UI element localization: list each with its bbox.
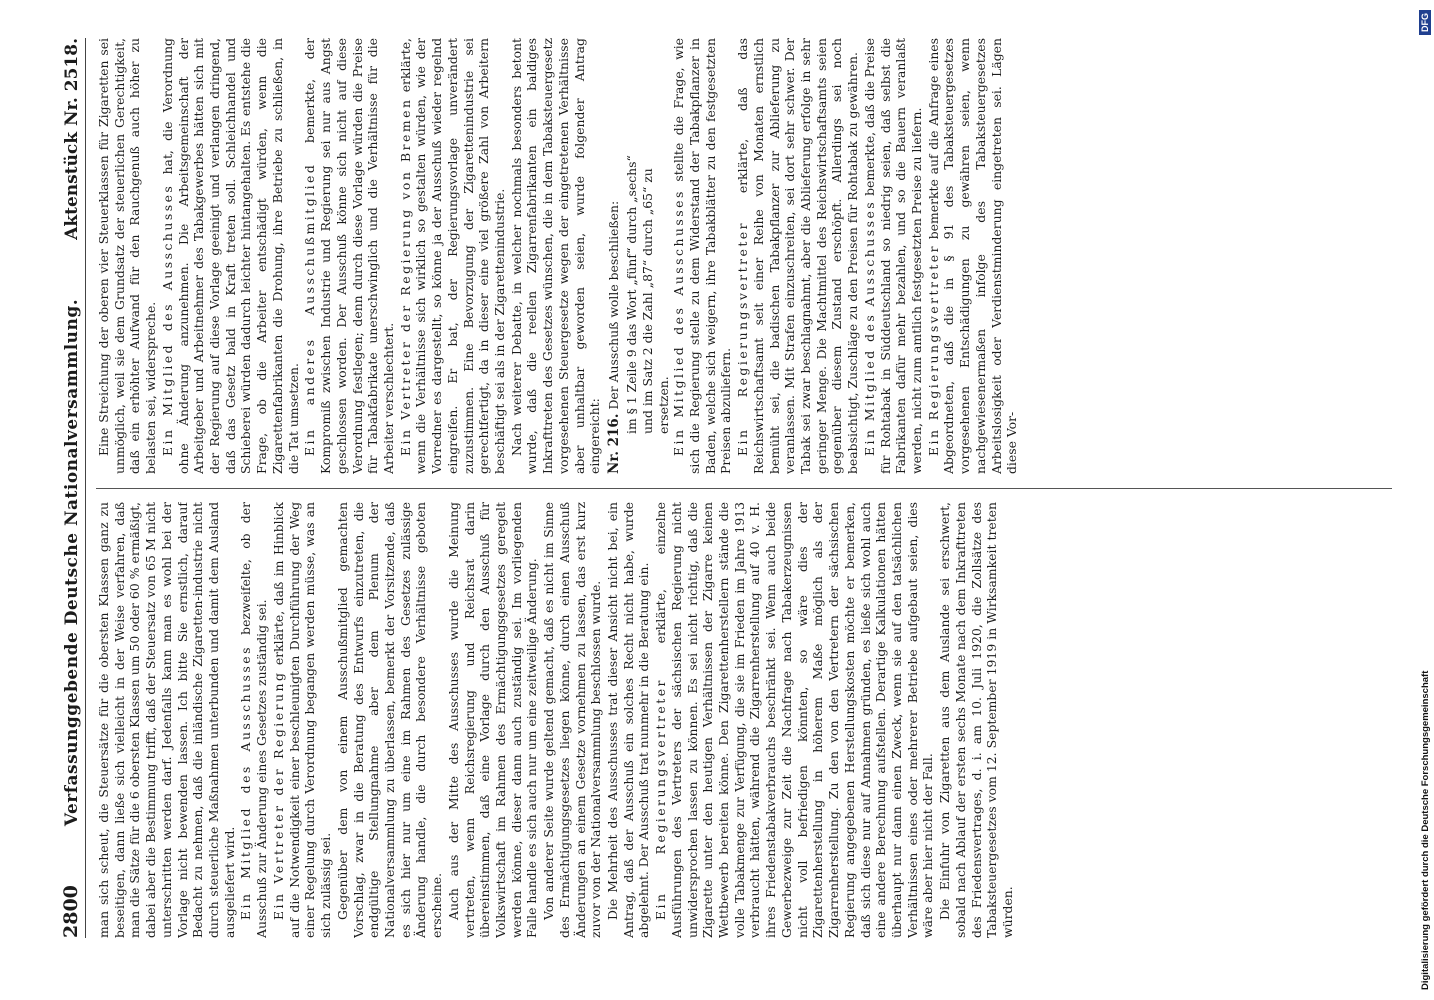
paragraph: Eine Streichung der oberen vier Steuerklassen für Zigaretten sei unmöglich, weil sie dem Grundsatz der steuerlichen Gerechtigkeit, daß ein erhöhter Aufwand für den Rauchgenuß auch höher zu belasten sei, widerspreche.: [96, 38, 159, 474]
speaker-label: Ein Vertreter der Regierung von Bremen: [397, 97, 413, 456]
page-number: 2800: [60, 885, 82, 938]
paragraph: Die Einfuhr von Zigaretten aus dem Auslande sei erschwert, sobald nach Ablauf der ersten sechs Monate nach dem Inkrafttreten des Friedensvertrages, d. i. am 10. Juli 1920, die Zollsätze des Tabaksteuergesetzes vom 12. September 1919 in Wirksamkeit treten würden.: [937, 502, 1015, 938]
paragraph: [160, 38, 301, 474]
paragraph-text: bemerkte, der Kompromiß zwischen Industrie und Regierung sei nur aus Angst geschlossen worden. Der Ausschuß könne sich nicht auf diese Verordnung festlegen; denn durch diese Vorlage würden die Preise für Tabakfabrikate unerschwinglich und die Verhältnisse für die Arbeiter verschlechtert.: [302, 38, 396, 474]
motion-line: im § 1 Zeile 9 das Wort „fünf“ durch „sechs“: [624, 155, 640, 434]
rotated-document-page: [52, 38, 1392, 938]
digitization-credit: [1418, 10, 1432, 990]
motion-line: ersetzen.: [655, 376, 671, 434]
paragraph-text: stellte die Frage, wie sich die Regierung stelle zu dem Widerstand der Tabakpflanzer in Baden, welche sich weigern, ihre Tabakblätter zu den festgesetzten Preisen abzuliefern.: [671, 38, 734, 474]
paragraph: Auch aus der Mitte des Ausschusses wurde die Meinung vertreten, wenn Reichsregierung und Reichsrat darin übereinstimmen, daß eine Vorlage durch den Ausschuß für Volkswirtschaft im Rahmen des Ermächtigungsgesetzes geregelt werden könne, dieser dann auch zuständig sei. Im vorliegenden Falle handle es sich auch nur um eine zeitweilige Änderung.: [445, 502, 540, 938]
page-header: [52, 38, 86, 938]
speaker-label: Ein Regierungsvertreter: [925, 243, 941, 456]
right-text-column: [96, 38, 1392, 474]
paragraph-text: erklärte, daß im Hinblick auf die Notwendigkeit einer beschleunigten Durchführung der Weg einer Regelung durch Verordnung begangen werden müsse, was an sich zulässig sei.: [270, 502, 334, 938]
paragraph-text: erklärte, einzelne Ausführungen des Vertreters der sächsischen Regierung nicht unwidersprochen lassen zu können. Es sei nicht richtig, daß die Zigarette unter den heutigen Verhältnissen der Zigarre keinen Wettbewerb bereiten könne. Den Zigarettenherstellern stände die volle Tabakmenge zur Verfügung, die sie im Frieden im Jahre 1913 verbraucht hätten, während die Zigarrenherstellung auf 40 v. H. ihres Friedenstabakverbrauchs beschränkt sei. Wenn auch beide Gewerbezweige zur Zeit die Nachfrage nach Tabakerzeugnissen nicht voll befriedigen könnten, so wäre dies der Zigarettenherstellung in höherem Maße möglich als der Zigarrenherstellung. Zu den von den Vertretern der sächsischen Regierung angegebenen Herstellungskosten möchte er bemerken, daß sich diese nur auf Annahmen gründen, es ließe sich wohl auch eine andere Berechnung aufstellen. Derartige Kalkulationen hätten überhaupt nur dann einen Zweck, wenn sie auf den tatsächlichen Verhältnissen eines oder mehrerer Betriebe aufgebaut seien, dies wäre aber hier nicht der Fall.: [653, 502, 936, 938]
paragraph-text: bezweifelte, ob der Ausschuß zur Änderung eines Gesetzes zuständig sei.: [238, 502, 270, 938]
paragraph-text: hat, die Verordnung ohne Änderung anzunehmen. Die Arbeitsgemeinschaft der Arbeitgeber und Arbeitnehmer des Tabakgewerbes hätten sich mit der Regierung auf diese Vorlage geeinigt und verlangen dringend, daß das Gesetz bald in Kraft treten soll. Schleichhandel und Schieberei würden dadurch leichter hintangehalten. Es entstehe die Frage, ob die Arbeiter entschädigt würden, wenn die Zigarettenfabrikanten die Drohung, ihre Betriebe zu schließen, in die Tat umsetzen.: [159, 38, 301, 474]
speaker-label: Ein Mitglied des Ausschusses: [671, 189, 687, 456]
paragraph: [862, 38, 925, 474]
motion-line: und im Satz 2 die Zahl „87“ durch „65“ zu: [639, 168, 655, 434]
speaker-label: Ein Mitglied des Ausschusses: [238, 645, 254, 920]
paragraph: Von anderer Seite wurde geltend gemacht, daß es nicht im Sinne des Ermächtigungsgesetzes liegen könne, durch einen Ausschuß Änderungen an einem Gesetze vornehmen zu lassen, das erst kurz zuvor von der Nationalversammlung beschlossen wurde.: [541, 502, 604, 938]
motion-heading: [606, 38, 623, 474]
paragraph: [398, 38, 508, 474]
speaker-label: Ein Regierungsvertreter: [735, 220, 751, 456]
motion-intro: Der Ausschuß wolle beschließen:: [606, 200, 621, 414]
column-divider: [96, 488, 1392, 489]
paragraph-text: erklärte, wenn die Verhältnisse sich wirklich so gestalten würden, wie der Vorredner es dargestellt, so könne ja der Ausschuß wieder regelnd eingreifen. Er bat, der Regierungsvorlage unverändert zuzustimmen. Eine Bevorzugung der Zigarettenindustrie sei gerechtfertigt, da in dieser eine viel größere Zahl von Arbeitern beschäftigt sei als in der Zigarettenindustrie.: [397, 38, 507, 474]
motion-number: Nr. 216.: [606, 413, 622, 474]
motion-block: [606, 38, 671, 474]
paragraph: [735, 38, 861, 474]
speaker-label: Ein Vertreter der Regierung: [270, 670, 286, 920]
paragraph: man sich scheut, die Steuersätze für die obersten Klassen ganz zu beseitigen, dann ließe sich vielleicht in der Weise verfahren, daß man die Sätze für die 6 obersten Klassen um 50 oder 60 % ermäßigt, dabei aber die Bestimmung trifft, daß der Steuersatz von 65 M nicht unterschritten werden darf. Jedenfalls kann man es wohl bei der Vorlage nicht bewenden lassen. Ich bitte Sie ernstlich, darauf Bedacht zu nehmen, daß die inländische Zigaretten-industrie nicht durch steuerliche Maßnahmen unterbunden und damit dem Ausland ausgeliefert wird.: [96, 502, 237, 938]
paragraph-text: erklärte, daß das Reichswirtschaftsamt seit einer Reihe von Monaten ernstlich bemüht sei, die badischen Tabakpflanzer zur Ablieferung zu veranlassen. Mit Strafen einzuschreiten, sei dort sehr schwer. Der Tabak sei zwar beschlagnahmt, aber die Ablieferung erfolge in sehr geringer Menge. Die Machtmittel des Reichswirtschaftsamts seien gegenüber diesem Zustand erschöpft. Allerdings sei noch beabsichtigt, Zuschläge zu den Preisen für Rohtabak zu gewähren.: [735, 38, 861, 474]
digitization-credit-bar: [1418, 10, 1432, 990]
paragraph: [271, 502, 334, 938]
paragraph-text: bemerkte, daß die Preise für Rohtabak in Süddeutschland so niedrig seien, daß selbst die Fabrikanten dafür mehr bezahlen, und so die Bauern veranlaßt werden, nicht zum amtlich festgesetzten Preise zu liefern.: [861, 38, 925, 474]
paragraph: [926, 38, 1020, 474]
speaker-label: Ein Mitglied des Ausschusses: [159, 183, 175, 456]
digitization-credit-text: Digitalisierung gefördert durch die Deutsche Forschungsgemeinschaft: [1419, 670, 1431, 990]
speaker-label: Ein Regierungsvertreter: [653, 678, 669, 920]
document-reference: Aktenstück Nr. 2518.: [62, 38, 82, 240]
paragraph: [671, 38, 734, 474]
paragraph-text: bemerkte auf die Anfrage eines Abgeordneten, daß die in § 91 des Tabaksteuergesetzes vorgesehenen Entschädigungen zu gewähren seien, wenn nachgewiesenermaßen infolge des Tabaksteuergesetzes Arbeitslosigkeit oder Verdienstminderung eingetreten sei. Lägen diese Vor-: [925, 38, 1020, 474]
paragraph: [302, 38, 396, 474]
speaker-label: Ein Mitglied des Ausschusses: [861, 199, 877, 456]
paragraph: Nach weiterer Debatte, in welcher nochmals besonders betont wurde, daß die reellen Zigarrenfabrikanten ein baldiges Inkrafttreten des Gesetzes wünschen, die in dem Tabaksteuergesetz vorgesehenen Steuergesetze wegen der eingetretenen Verhältnisse aber unhaltbar geworden seien, wurde folgender Antrag eingereicht:: [508, 38, 603, 474]
publication-title: Verfassunggebende Deutsche Nationalversammlung.: [62, 298, 82, 827]
paragraph: Die Mehrheit des Ausschusses trat dieser Ansicht nicht bei, ein Antrag, daß der Ausschuß ein solches Recht nicht habe, wurde abgelehnt. Der Ausschuß trat nunmehr in die Beratung ein.: [605, 502, 652, 938]
paragraph: [653, 502, 936, 938]
paragraph: [238, 502, 269, 938]
speaker-label: Ein anderes Ausschußmitglied: [302, 162, 318, 456]
left-text-column: [96, 502, 1392, 938]
paragraph: Gegenüber dem von einem Ausschußmitglied gemachten Vorschlag, zwar in die Beratung des Entwurfs einzutreten, die endgültige Stellungnahme aber dem Plenum der Nationalversammlung zu überlassen, bemerkt der Vorsitzende, daß es sich hier nur um eine im Rahmen des Gesetzes zulässige Änderung handle, die durch besondere Verhältnisse geboten erscheine.: [334, 502, 445, 938]
dfg-logo: DFG: [1419, 10, 1431, 35]
